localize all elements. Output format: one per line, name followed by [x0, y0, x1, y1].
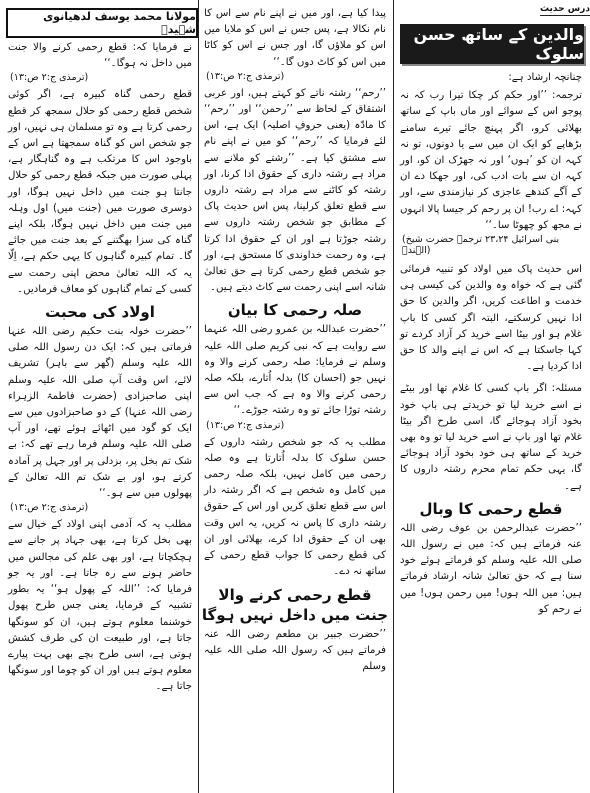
- right-column: [396, 0, 586, 793]
- body-paragraph: اس حدیث پاک میں اولاد کو تنبیہ فرمائی گئی ہے کہ خواہ وہ والدین کی کیسی ہی خدمت و اطاعت کریں، اگر والدین کا حق ادا نہیں کرسکتے، البتہ اگر کسی کا باپ غلام ہو اور بیٹا اسے خرید کر آزاد کردے تو کہا جاسکتا ہے کہ اس نے اپنے والد کا حق ادا کردیا ہے۔: [400, 264, 582, 373]
- quran-translation: ترجمہ: ’’اور حکم کر چکا تیرا رب کہ نہ پوجو اس کے سوائے اور ماں باپ کے ساتھ بھلائی کرو، اگر پہنچ جائے تیرے سامنے بڑھاپے کو ایک ان میں سے یا دونوں، تو نہ کہہ ان کو ’ہوں‘ اور نہ جھڑک ان کو، اور کہہ ان سے بات ادب کی، اور جھکا دے ان کے آگے کندھے عاجزی کر نیازمندی سے، اور کہہ: اے رب! ان پر رحم کر جیسا پالا انہوں نے مجھ کو چھوٹا سا۔‘‘: [400, 90, 582, 231]
- column-divider: [393, 0, 394, 793]
- reference: (ترمذی ج:۲ ص:۱۳): [10, 72, 89, 84]
- hadith-continuation: نے فرمایا کہ: قطع رحمی کرنے والا جنت میں داخل نہ ہوگا۔‘‘: [8, 42, 192, 70]
- intro-line: چنانچہ ارشاد ہے:: [508, 72, 582, 83]
- section-heading: اولاد کی محبت: [45, 303, 155, 322]
- masala-paragraph: مسئلہ: اگر باپ کسی کا غلام تھا اور بیٹے نے اسے خرید لیا تو خریدتے ہی باپ خود بخود آزاد ہوجائے گا، اسی طرح اگر بیٹا غلام تھا اور باپ نے اسے خرید لیا تو وہ بھی خرید کے ساتھ ہی خود بخود آزاد ہوجائے گا، یہی حکم تمام محرم رشتہ داروں کا ہے۔: [400, 383, 582, 492]
- reference: (ترمذی ج:۲ ص:۱۳): [10, 502, 89, 514]
- body-paragraph: قطع رحمی گناہ کبیرہ ہے، اگر کوئی شخص قطع رحمی کو حلال سمجھ کر قطع رحمی کرتا ہے وہ تو مسلمان ہی نہیں، اور جو شخص اس کو گناہ سمجھتا ہے اس کے باوجود اس کا مرتکب ہے وہ گناہگار ہے، پہلی صورت میں جبکہ قطع رحمی کو حلال جانتا ہو جنت میں داخل نہیں ہوگا، اور دوسری صورت میں (جنت میں) اول وہلہ میں جنت میں داخل نہیں ہوگا، بلکہ اپنے گناہ کی سزا بھگتنے کے بعد جنت میں جائے گا۔ تمام کبیرہ گناہوں کا یہی حکم ہے، اِلّا یہ کہ اللہ تعالیٰ محض اپنی رحمت سے کسی کے تمام گناہوں کو معاف فرمادیں۔: [8, 89, 192, 295]
- section-label: درس حدیث: [540, 4, 590, 14]
- body-paragraph: ’’رحم‘‘ رشتہ ناتے کو کہتے ہیں، اور عربی اشتقاق کے لحاظ سے ’’رحمن‘‘ اور ’’رحم‘‘ کا مادّہ (یعنی حروفِ اصلیہ) ایک ہے، اس لئے فرمایا کہ ’’رحم‘‘ کو میں نے اپنے نام سے مشتق کیا ہے۔ ’’رشتے کو ملانے سے مراد ہے رشتہ داری کے حقوق ادا کرنا، اور رشتہ کو کاٹنے سے مراد ہے رشتہ داروں سے قطع تعلق کرلینا، پس اس حدیث پاک کے مطابق جو شخص رشتہ داروں سے رشتہ جوڑتا ہے اور ان کے حقوق ادا کرتا ہے، وہ رحمت خداوندی کا مستحق ہے، اور جو شخص قطع رحمی کرتا ہے حق تعالیٰ شانہ اسے اپنی رحمت سے کاٹ دیتے ہیں۔: [204, 87, 386, 294]
- left-column: [4, 0, 196, 793]
- middle-column: [200, 0, 390, 793]
- section-heading: صلہ رحمی کا بیان: [227, 301, 363, 320]
- article-title: والدین کے ساتھ حسن سلوک: [400, 24, 584, 64]
- body-paragraph: مطلب یہ کہ جو شخص رشتہ داروں کے حسن سلوک کا بدلہ اُتارتا ہے وہ صلہ رحمی میں کامل نہیں، بلکہ صلہ رحمی میں کامل وہ شخص ہے کہ اگر رشتہ دار اس سے قطع تعلق کریں اور اس کے حقوق رشتہ داری کا پاس نہ کریں، یہ اس وقت بھی ان کے حقوق ادا کرے، بھلائی اور ان کی قطع رحمی کا جواب قطع رحمی کے ساتھ نہ دے۔: [204, 436, 386, 578]
- section-heading: قطع رحمی کا وبال: [419, 499, 563, 518]
- hadith-paragraph: ’’حضرت عبدالرحمن بن عوف رضی اللہ عنہ فرماتے ہیں کہ: میں نے رسول اللہ صلی اللہ علیہ وسلم کو فرماتے ہوئے خود سنا ہے کہ حق تعالیٰ شانہ ارشاد فرماتے ہیں: میں اللہ ہوں! میں رحمن ہوں! میں نے رحم کو: [400, 522, 582, 615]
- hadith-paragraph: ’’حضرت عبداللہ بن عمرو رضی اللہ عنہما سے روایت ہے کہ نبی کریم صلی اللہ علیہ وسلم نے فرمایا: صلہ رحمی کرنے والا وہ نہیں جو (احسان کا) بدلہ اُتارے، بلکہ صلہ رحمی کرنے والا وہ ہے کہ جب اس سے رشتہ توڑا جائے تو وہ رشتہ جوڑے۔‘‘: [204, 324, 386, 417]
- body-paragraph: مطلب یہ کہ آدمی اپنی اولاد کے خیال سے بھی بخل کرتا ہے، بھی جہاد پر جانے سے ہچکچاتا ہے، اور بھی علم کی مجالس میں حاضر ہونے سے رہ جاتا ہے۔ اور یہ جو فرمایا کہ: ’’اللہ کے پھول ہو‘‘ یہ بطور تشبیہ کے فرمایا، یعنی جس طرح پھول خوشنما معلوم ہوتے ہیں، ان کو سونگھا جاتا ہے، اور طبیعت ان کی طرف کشش ہوتی ہے، اسی طرح بچے بھی بہت پیارے معلوم ہوتے ہیں اور ان کو چوما اور سونگھا جاتا ہے۔: [7, 519, 192, 693]
- column-divider: [198, 0, 199, 793]
- hadith-continuation: پیدا کیا ہے، اور میں نے اپنے نام سے اس کا نام نکالا ہے، پس جس نے اس کو ملایا میں اس کو ملاؤں گا، اور جس نے اس کو کاٹا میں اس کو کاٹ دوں گا۔‘‘: [204, 8, 386, 68]
- hadith-paragraph: ’’حضرت خولہ بنت حکیم رضی اللہ عنہا فرماتی ہیں کہ: ایک دن رسول اللہ صلی اللہ علیہ وسلم (گھر سے باہر) تشریف لائے، اس وقت آپ صلی اللہ علیہ وسلم اپنی صاحبزادی (حضرت فاطمۃ الزہراء رضی اللہ عنہا) کے دو صاحبزادوں میں سے ایک کو گود میں اٹھائے ہوئے تھے، اور آپ صلی اللہ علیہ وسلم فرما رہے تھے کہ: بے شک تم بخل پر، بزدلی پر اور جہل پر آمادہ کرتے ہو، اور بے شک تم اللہ تعالیٰ کے پھولوں میں سے ہو۔‘‘: [8, 326, 192, 500]
- section-heading: قطع رحمی کرنے والا جنت میں داخل نہیں ہوگا: [201, 585, 389, 624]
- reference: (ترمذی ج:۲ ص:۱۳): [206, 70, 285, 82]
- reference: (بنی اسرائیل ۲۳،۲۴ ترجمہ حضرت شیخ الہندؒ): [402, 234, 560, 257]
- reference: (ترمذی ج:۲ ص:۱۳): [206, 419, 285, 431]
- author-byline: مولانا محمد یوسف لدھیانوی شہیدؒ: [6, 8, 198, 38]
- hadith-paragraph: ’’حضرت جبیر بن مطعم رضی اللہ عنہ فرماتے ہیں کہ رسول اللہ صلی اللہ علیہ وسلم: [204, 628, 386, 672]
